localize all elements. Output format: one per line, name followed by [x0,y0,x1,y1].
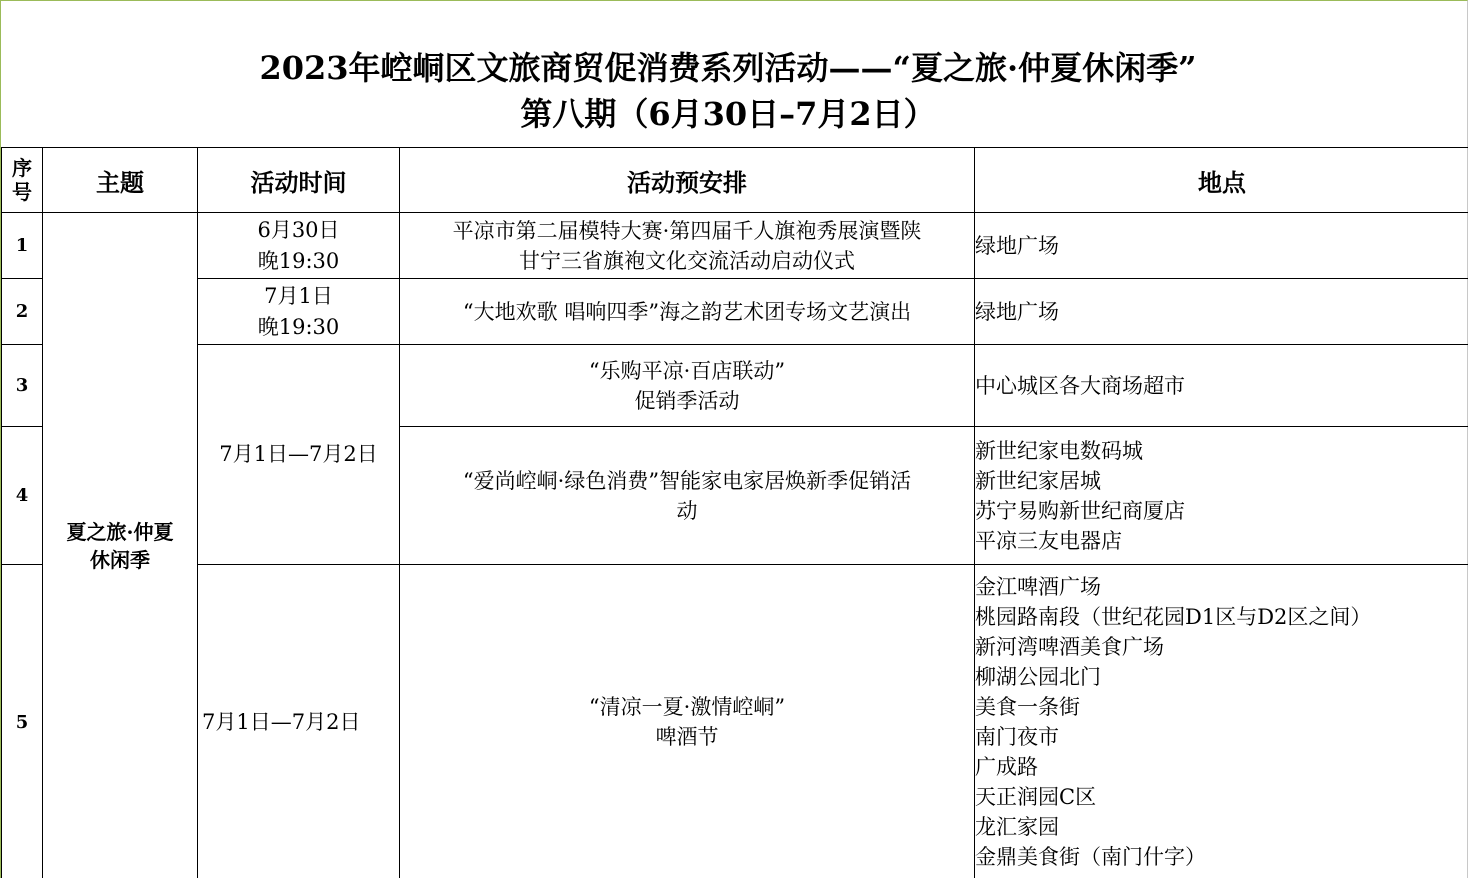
row-time-merged: 7月1日—7月2日 [198,345,400,565]
row-time: 6月30日 晚19:30 [198,213,400,279]
header-seq: 序 号 [2,148,43,213]
row-activity: “乐购平凉·百店联动” 促销季活动 [400,345,975,427]
row-place: 绿地广场 [975,279,1468,345]
header-place: 地点 [975,148,1468,213]
row-seq: 2 [2,279,43,345]
table-row [2,565,1468,878]
header-time: 活动时间 [198,148,400,213]
table-header-row [2,148,1468,213]
row-seq: 5 [2,565,43,878]
row-time: 7月1日 晚19:30 [198,279,400,345]
row-seq: 3 [2,345,43,427]
row-activity: 平凉市第二届模特大赛·第四届千人旗袍秀展演暨陕 甘宁三省旗袍文化交流活动启动仪式 [400,213,975,279]
theme-cell: 夏之旅·仲夏 休闲季 [43,213,198,878]
row-place: 中心城区各大商场超市 [975,345,1468,427]
title-line-1: 2023年崆峒区文旅商贸促消费系列活动——“夏之旅·仲夏休闲季” [259,49,1197,87]
row-place: 绿地广场 [975,213,1468,279]
row-activity: “爱尚崆峒·绿色消费”智能家电家居焕新季促销活 动 [400,427,975,565]
row-activity: “大地欢歌 唱响四季”海之韵艺术团专场文艺演出 [400,279,975,345]
row-place: 金江啤酒广场 桃园路南段（世纪花园D1区与D2区之间） 新河湾啤酒美食广场 柳湖公园北门 美食一条街 南门夜市 广成路 天正润园C区 龙汇家园 金鼎美食街（南门什字） [975,565,1468,878]
document-title [1,45,1455,137]
schedule-table [1,147,1468,878]
row-seq: 1 [2,213,43,279]
table-row [2,345,1468,427]
title-line-2: 第八期（6月30日–7月2日） [520,95,936,133]
row-seq: 4 [2,427,43,565]
header-activity: 活动预安排 [400,148,975,213]
table-row [2,279,1468,345]
row-place: 新世纪家电数码城 新世纪家居城 苏宁易购新世纪商厦店 平凉三友电器店 [975,427,1468,565]
row-activity: “清凉一夏·激情崆峒” 啤酒节 [400,565,975,878]
header-theme: 主题 [43,148,198,213]
table-row [2,213,1468,279]
row-time: 7月1日—7月2日 [198,565,400,878]
